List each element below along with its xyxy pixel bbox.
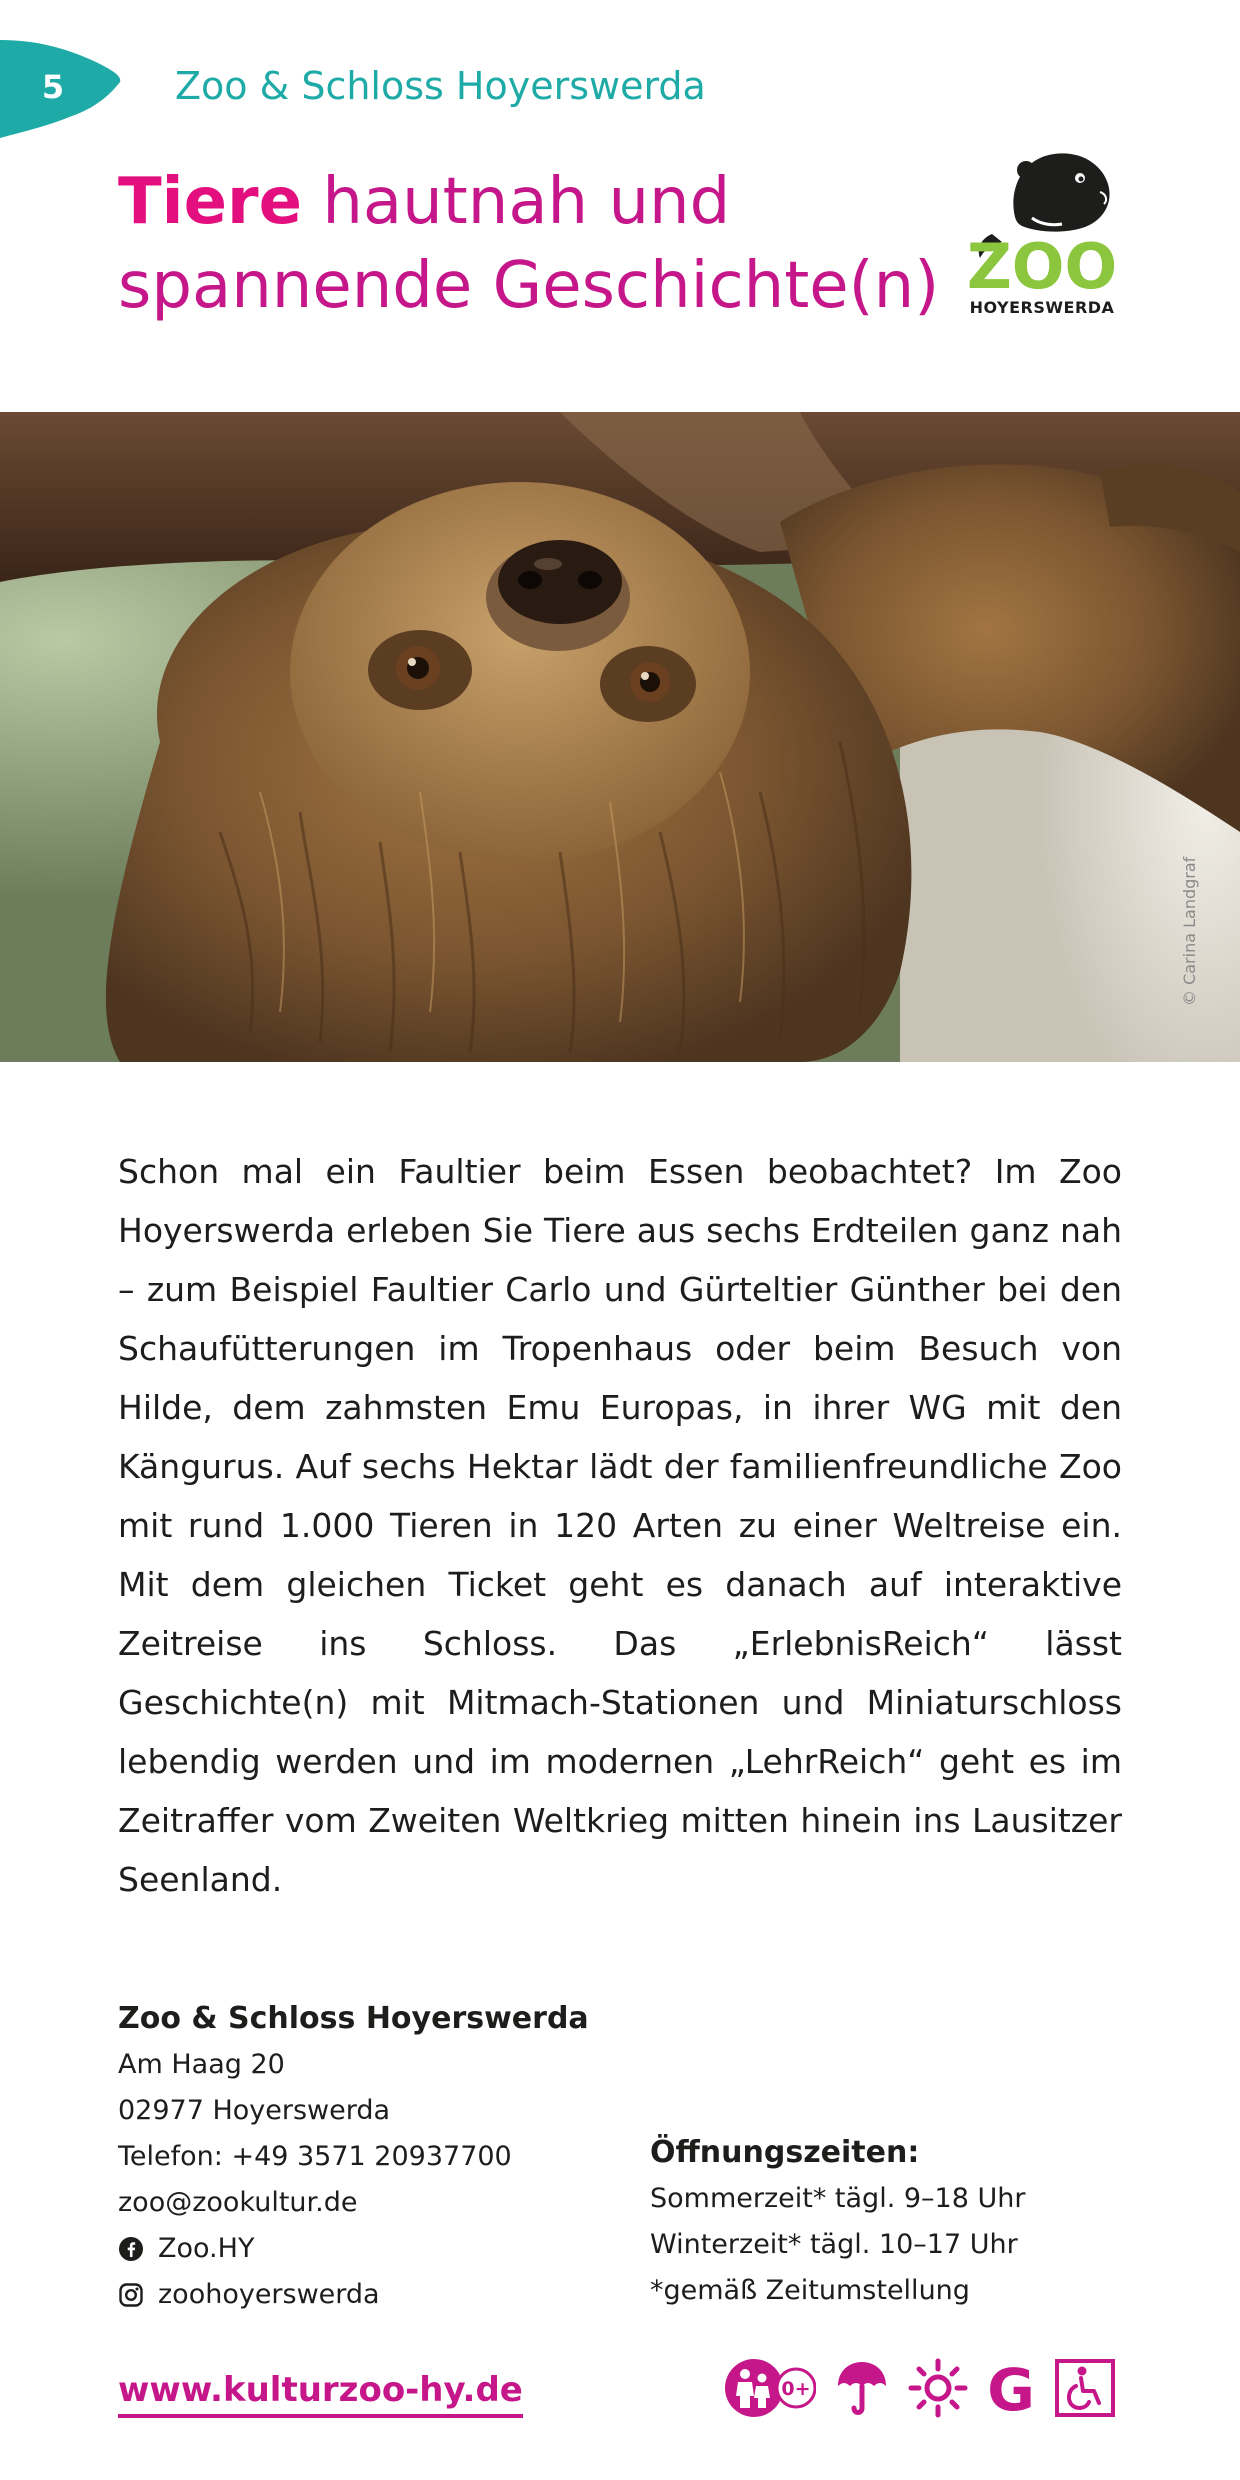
family-age-label: 0+	[781, 2378, 811, 2400]
facebook-handle: Zoo.HY	[158, 2233, 255, 2264]
website-link[interactable]: www.kulturzoo-hy.de	[118, 2370, 523, 2418]
sun-icon	[908, 2358, 968, 2418]
opening-hours	[650, 2130, 1120, 2314]
contact-instagram[interactable]	[118, 2272, 658, 2318]
contact-block	[118, 1996, 658, 2318]
headline-rest: hautnah und	[301, 165, 731, 239]
wheelchair-icon	[1054, 2358, 1116, 2418]
facebook-icon	[118, 2236, 144, 2262]
contact-email[interactable]: zoo@zookultur.de	[118, 2187, 358, 2218]
instagram-icon	[118, 2282, 144, 2308]
sloth-photo	[0, 412, 1240, 1062]
headline-strong: Tiere	[118, 165, 302, 239]
hours-summer: Sommerzeit* tägl. 9–18 Uhr	[650, 2183, 1026, 2214]
g-icon	[986, 2358, 1036, 2418]
section-title: Zoo & Schloss Hoyerswerda	[175, 64, 706, 108]
body-text: Schon mal ein Faultier beim Essen beobachtet? Im Zoo Hoyerswerda erleben Sie Tiere aus sechs Erdteilen ganz nah – zum Beispiel Faultier Carlo und Gürteltier Günther bei den Schaufütterungen im Tropenhaus oder beim Besuch von Hilde, dem zahmsten Emu Europas, in ihrer WG mit den Kängurus. Auf sechs Hektar lädt der familienfreundliche Zoo mit rund 1.000 Tieren in 120 Arten zu einer Weltreise ein. Mit dem gleichen Ticket geht es danach auf interaktive Zeitreise ins Schloss. Das „ErlebnisReich“ lässt Geschichte(n) mit Mitmach-Stationen und Miniaturschloss lebendig werden und im modernen „LehrReich“ geht es im Zeitraffer vom Zweiten Weltkrieg mitten hinein ins Lausitzer Seenland.	[118, 1152, 1122, 1899]
hours-winter: Winterzeit* tägl. 10–17 Uhr	[650, 2229, 1018, 2260]
hours-note: *gemäß Zeitumstellung	[650, 2275, 970, 2306]
contact-city: 02977 Hoyerswerda	[118, 2095, 391, 2126]
contact-facebook[interactable]	[118, 2226, 658, 2272]
photo-credit: © Carina Landgraf	[1180, 856, 1199, 1006]
headline-line-2: spannende Geschichte(n)	[118, 249, 940, 323]
contact-street: Am Haag 20	[118, 2049, 285, 2080]
headline-line-1	[118, 160, 939, 244]
contact-title: Zoo & Schloss Hoyerswerda	[118, 2001, 589, 2036]
hamster-logo-icon	[962, 148, 1122, 298]
logo-zoo-word: ZOO	[966, 230, 1118, 298]
sloth-illustration	[0, 412, 1240, 1062]
family-icon	[724, 2358, 816, 2418]
contact-phone[interactable]: Telefon: +49 3571 20937700	[118, 2141, 512, 2172]
zoo-logo	[962, 148, 1122, 323]
instagram-handle: zoohoyerswerda	[158, 2279, 380, 2310]
page-number: 5	[41, 68, 65, 106]
feature-icons	[724, 2356, 1116, 2420]
headline	[118, 160, 939, 328]
logo-subtitle: HOYERSWERDA	[969, 298, 1115, 317]
g-icon-label: G	[987, 2358, 1035, 2418]
hours-title: Öffnungszeiten:	[650, 2135, 920, 2170]
umbrella-icon	[834, 2358, 890, 2418]
